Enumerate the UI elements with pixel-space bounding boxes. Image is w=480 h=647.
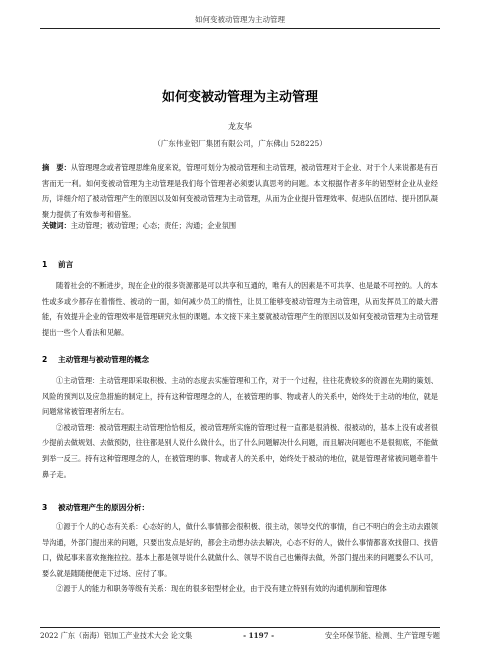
paragraph: ②被动管理：被动管理跟主动管理恰恰相反，被动管理所实施的管理过程一直都是很消极、很被动的，基本上没有或者很少提前去做规划、去做预防，往往都是别人说什么做什么，出了什么问题解决什么问题，而且解决问题也不是很彻底，不能做到举一反三。持有这种管理理念的人，在被管理的事、物或者人的关系中，始终处于被动的地位，就是管理者常被问题牵着牛鼻子走。 — [42, 422, 438, 479]
page-footer — [40, 627, 440, 641]
abstract-label: 摘 要： — [42, 163, 71, 172]
paragraph: ①主动管理：主动管理即采取积极、主动的态度去实施管理和工作，对于一个过程，往往花费较多的资源在先期的策划、风险的预判以及应急措施的制定上，持有这种管理理念的人，在被管理的事、物或者人的关系中，始终处于主动的地位，就是问题常常被管理者所左右。 — [42, 376, 438, 417]
paragraph: ②源于人的能力和职务等级有关系：现在的很多铝型材企业，由于没有建立特别有效的沟通机制和管理体 — [56, 584, 387, 594]
affiliation: （广东伟业铝厂集团有限公司，广东佛山 528225） — [153, 139, 327, 148]
footer-left: 2022 广东（南海）铝加工产业技术大会 论文集 — [40, 631, 193, 640]
section-number: 3 — [42, 503, 48, 512]
section-title: 主动管理与被动管理的概念 — [58, 355, 150, 364]
footer-right: 安全环保节能、检测、生产管理专题 — [324, 631, 440, 640]
section-heading-2 — [42, 354, 438, 365]
paper-title: 如何变被动管理为主动管理 — [161, 90, 318, 105]
section-number: 2 — [42, 355, 48, 364]
section-title: 被动管理产生的原因分析： — [58, 503, 150, 512]
section-body-1 — [42, 278, 438, 340]
section-number: 1 — [42, 260, 48, 269]
author: 龙友华 — [228, 122, 252, 131]
section-heading-3 — [42, 502, 438, 513]
abstract — [42, 160, 438, 222]
keywords — [42, 218, 438, 234]
section-body-3 — [42, 519, 438, 622]
page-number: - 1197 - — [243, 631, 275, 640]
keywords-text: 主动管理；被动管理；心态；责任；沟通；企业氛围 — [70, 221, 237, 230]
running-head: 如何变被动管理为主动管理 — [40, 14, 440, 29]
section-title: 前言 — [58, 260, 74, 269]
section-heading-1 — [42, 259, 438, 270]
paragraph: ①源于个人的心态有关系：心态好的人，做什么事情都会很积极、很主动，领导交代的事情，自己不明白的会主动去跟领导沟通，外部门提出来的问题，只要出发点是好的，都会主动想办法去解决，心态不好的人，做什么事情都喜欢找借口、找借口，做起事来喜欢拖拖拉拉。基本上都是领导说什么就做什么、领导不说自己也懒得去做，外部门提出来的问题要么不认可，要么就是随随便便走下过场、应付了事。 — [42, 522, 438, 578]
abstract-text: 从管理理念或者管理思维角度来说，管理可划分为被动管理和主动管理，被动管理对于企业、对于个人来说都是有百害而无一利。如何变被动管理为主动管理是我们每个管理者必须要认真思考的问题。本文根据作者多年的铝型材企业从业经历，详细介绍了被动管理产生的原因以及如何变被动管理为主动管理，从而为企业提升管理效率、促进队伍团结、提升团队凝聚力提供了有效参考和借鉴。 — [42, 163, 438, 219]
section-body-2 — [42, 373, 438, 482]
paragraph: 随着社会的不断进步，现在企业的很多资源都是可以共享和互通的，唯有人的因素是不可共享、也是最不可控的。人的本性或多或少都存在着惰性、被动的一面，如何减少员工的惰性，让员工能够变被动管理为主动管理，从而发挥员工的最大潜能，有效提升企业的管理效率是管理研究永恒的课题。本文接下来主要就被动管理产生的原因以及如何变被动管理为主动管理提出一些个人看法和见解。 — [42, 281, 438, 337]
keywords-label: 关键词： — [42, 221, 71, 230]
